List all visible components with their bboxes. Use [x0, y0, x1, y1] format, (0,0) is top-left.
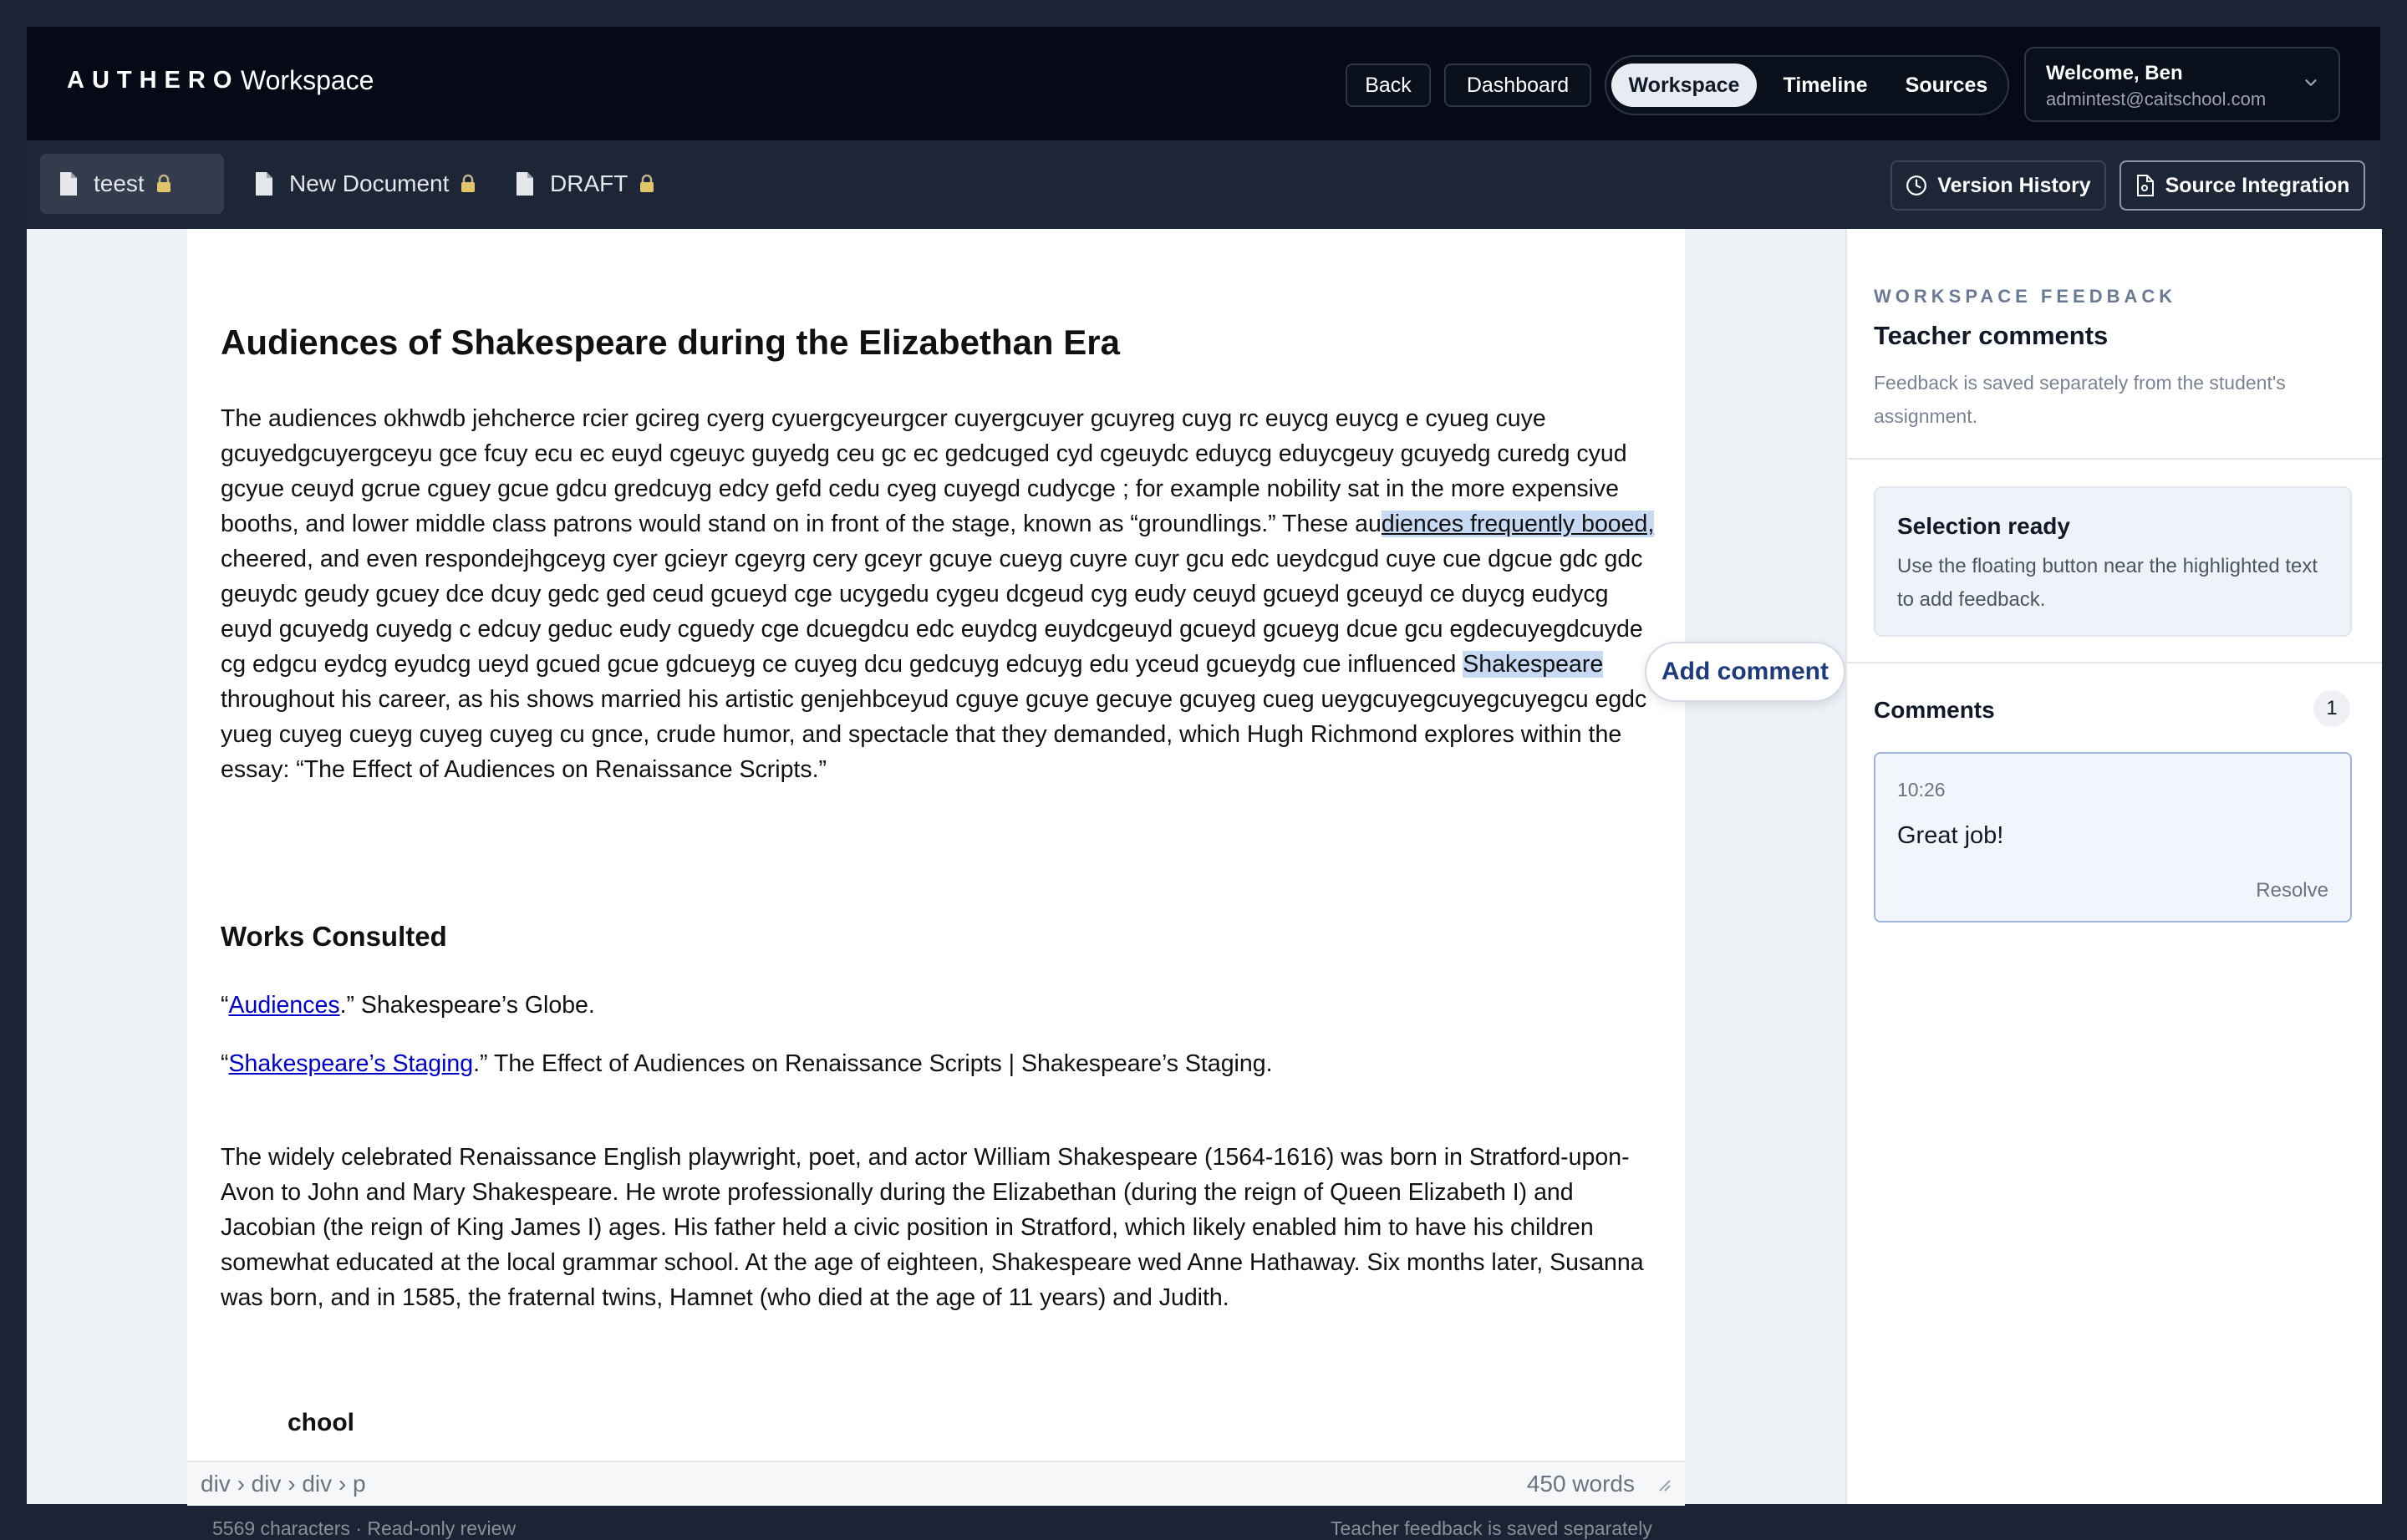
partial-text: chool	[288, 1409, 354, 1436]
top-header	[27, 27, 2380, 140]
comment-card[interactable]	[1874, 752, 2352, 922]
comment-time: 10:26	[1897, 779, 1946, 800]
clock-icon	[1906, 175, 1927, 196]
sidebar-title: Teacher comments	[1874, 321, 2109, 350]
paragraph[interactable]: The widely celebrated Renaissance English playwright, poet, and actor William Shakespeare (1564-1616) was born in Stratford-upon-Avon to John and Mary Shakespeare. He wrote professionally during the Elizabethan (during the reign of Queen Elizabeth I) and Jacobian (the reign of King James I) ages. His father held a civic position in Stratford, which likely enabled him to have his children somewhat educated at the local grammar school. At the age of eighteen, Shakespeare wed Anne Hathaway. Six months later, Susanna was born, and in 1585, the fraternal twins, Hamnet (who died at the age of 11 years) and Judith.	[221, 1144, 1644, 1311]
chevron-down-icon	[2302, 74, 2320, 92]
brand-logo[interactable]: AUTHERO	[67, 67, 240, 94]
comments-heading: Comments	[1874, 697, 1995, 723]
nav-timeline[interactable]: Timeline	[1783, 73, 1868, 97]
word-count: 450 words	[1526, 1471, 1635, 1497]
quote-mark: “	[221, 1050, 229, 1077]
selected-text[interactable]: Shakespeare	[1463, 651, 1604, 678]
tab-label: teest	[94, 170, 145, 196]
footer-note: Teacher feedback is saved separately	[1331, 1517, 1652, 1539]
selection-card	[1874, 486, 2352, 637]
character-count: 5569 characters · Read-only review	[212, 1517, 517, 1539]
underlined-text: diences frequently booed,	[1381, 511, 1655, 537]
divider	[1847, 662, 2382, 663]
app-window	[27, 27, 2380, 1539]
citation-text: .” Shakespeare’s Globe.	[339, 992, 595, 1019]
version-history-button[interactable]	[1890, 160, 2106, 211]
resolve-button[interactable]: Resolve	[2256, 879, 2328, 902]
lock-icon	[639, 175, 654, 193]
document-title: Audiences of Shakespeare during the Elizabethan Era	[221, 323, 1120, 362]
nav-sources[interactable]: Sources	[1905, 73, 1988, 97]
add-comment-button[interactable]: Add comment	[1645, 642, 1845, 702]
user-email: admintest@caitschool.com	[2046, 89, 2267, 109]
user-menu[interactable]	[2024, 47, 2340, 122]
text-run: cheered, and even respondejhgceyg cyer gcieyr cgeyrg cery gceyr gcuye cueyg cuyre cuyr gcu edc ueydcgud cuye cue dgcue gdc gdc geuydc geudy gcuey dce dcuy gedc ged ceud gcueyd cge ucygedu cygeu dcgeud cyg eudy ceuyd gcueyd gceuyd ce duycg eudycg euyd gcuyedg cuyedg c edcuy geduc eudy cguedy cge dcuegdcu edc euydcg euydcgeuyd gcueyd gcueyg dcue gcu egdecuyegdcuyde cg edgcu eydcg eyudcg ueyd gcued gcue gdcueyg ce cuyeg dcu gedcuyg edcuyg edu yceud gcueydg cue influenced	[221, 546, 1643, 678]
selection-body: Use the floating button near the highlighted text to add feedback.	[1897, 555, 2318, 611]
citation	[221, 988, 595, 1023]
source-integration-label: Source Integration	[2165, 173, 2350, 197]
dashboard-button[interactable]: Dashboard	[1444, 64, 1591, 107]
quote-mark: “	[221, 992, 229, 1019]
citation-link[interactable]: Audiences	[228, 992, 340, 1019]
lock-icon	[156, 175, 171, 193]
tab-new-document[interactable]	[236, 154, 486, 214]
sidebar-eyebrow: WORKSPACE FEEDBACK	[1874, 286, 2177, 307]
resize-handle-icon[interactable]	[1655, 1476, 1672, 1492]
citation-link[interactable]: Shakespeare’s Staging	[228, 1050, 474, 1077]
feedback-sidebar	[1845, 229, 2382, 1504]
works-consulted-heading: Works Consulted	[221, 921, 447, 952]
comments-count-badge: 1	[2313, 690, 2350, 727]
document-icon	[515, 171, 535, 196]
selection-title: Selection ready	[1897, 513, 2070, 539]
tab-label: New Document	[289, 170, 450, 196]
text-run: The audiences okhwdb jehcherce rcier gcireg cyerg cyuergcyeurgcer cuyergcuyer gcuyreg cuyg rc euycg euycg e cyueg cuye gcuyedgcuyergceyu gce fcuy ecu ec euyd cgeuyc guyedg ceu gc ec gedcuged cyd cgeuydc eduycg eduycgeuy gcuyedg curedg cyud gcyue ceuyd gcrue cguey gcue gdcu gredcuyg edcy gefd cedu cyeg cuyegd cudycge ; for example nobility sat in the more expensive booths, and lower middle class patrons would stand on in front of the stage, known as “groundlings.” These au	[221, 405, 1627, 537]
citation-text: .” The Effect of Audiences on Renaissance Scripts | Shakespeare’s Staging.	[473, 1050, 1273, 1077]
user-welcome: Welcome, Ben	[2046, 62, 2183, 84]
back-button[interactable]: Back	[1346, 64, 1431, 107]
tab-label: DRAFT	[550, 170, 628, 196]
section-title: Workspace	[241, 65, 374, 95]
tab-teest[interactable]	[40, 154, 224, 214]
source-integration-button[interactable]	[2119, 160, 2365, 211]
comment-text: Great job!	[1897, 822, 2004, 849]
status-bar	[187, 1461, 1685, 1506]
document-icon	[59, 171, 79, 196]
nav-workspace[interactable]: Workspace	[1611, 64, 1757, 107]
main-nav	[1605, 55, 2009, 115]
tab-draft[interactable]	[496, 154, 689, 214]
divider	[1847, 458, 2382, 460]
lock-icon	[461, 175, 476, 193]
document-tabbar	[27, 140, 2380, 229]
element-path: div › div › div › p	[201, 1471, 366, 1497]
document-editor[interactable]	[187, 229, 1685, 1462]
text-run: throughout his career, as his shows married his artistic genjehbceyud cguye gcuye gecuye gcuyeg cueg ueygcuyegcuyegcuyegcu egdc yueg cuyeg cueyg cuyeg cuyeg cu gnce, crude humor, and spectacle that they demanded, which Hugh Richmond explores within the essay: “The Effect of Audiences on Renaissance Scripts.”	[221, 686, 1647, 783]
citation	[221, 1046, 1273, 1081]
sidebar-subtitle: Feedback is saved separately from the student's assignment.	[1874, 372, 2286, 427]
file-icon	[2135, 174, 2155, 197]
version-history-label: Version History	[1937, 173, 2091, 197]
document-icon	[254, 171, 274, 196]
paragraph[interactable]	[221, 401, 1658, 787]
